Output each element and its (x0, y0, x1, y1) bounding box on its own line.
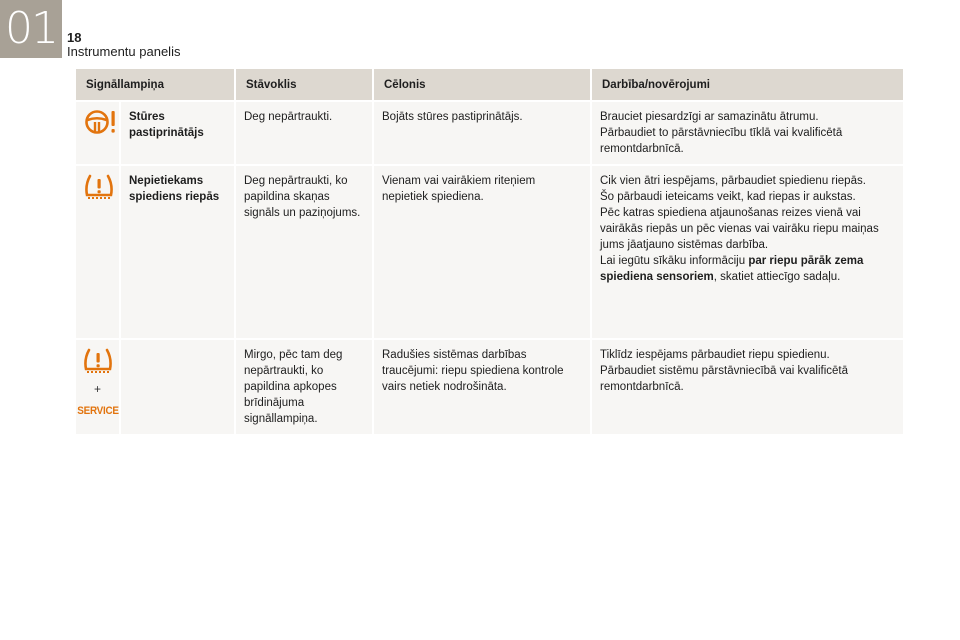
section-title: Instrumentu panelis (67, 44, 181, 59)
cause-cell: Radušies sistēmas darbības traucējumi: riepu spiediena kontrole vairs netiek nodrošināta. (374, 338, 592, 434)
cause-cell: Bojāts stūres pastiprinātājs. (374, 100, 592, 164)
action-cell (592, 338, 903, 434)
state-cell: Deg nepārtraukti. (236, 100, 374, 164)
signal-name: Stūres pastiprinātājs (121, 100, 236, 164)
action-line: Pārbaudiet to pārstāvniecību tīklā vai kvalificētā remontdarbnīcā. (600, 127, 843, 155)
action-info-suffix: , skatiet attiecīgo sadaļu. (713, 271, 841, 283)
page-number: 18 (67, 30, 82, 45)
column-header-cause: Cēlonis (374, 69, 592, 100)
warning-lights-table (76, 69, 903, 434)
action-info-prefix: Lai iegūtu sīkāku informāciju (600, 255, 749, 267)
tyre-pressure-warning-icon (83, 347, 113, 379)
signal-name: Nepietiekams spiediens riepās (121, 164, 236, 338)
icon-cell (76, 338, 121, 434)
table-row (76, 164, 903, 338)
action-line: Tiklīdz iespējams pārbaudiet riepu spiedienu. (600, 349, 830, 361)
table-header-row (76, 69, 903, 100)
signal-name-empty (121, 338, 236, 434)
action-cell (592, 164, 903, 338)
state-cell: Mirgo, pēc tam deg nepārtraukti, ko papildina apkopes brīdinājuma signāllampiņa. (236, 338, 374, 434)
column-header-action: Darbība/novērojumi (592, 69, 903, 100)
icon-cell (76, 164, 121, 338)
plus-sign: + (93, 382, 101, 396)
table-row (76, 100, 903, 164)
action-cell (592, 100, 903, 164)
action-line: Pārbaudiet sistēmu pārstāvniecībā vai kvalificētā remontdarbnīcā. (600, 365, 849, 393)
cause-cell: Vienam vai vairākiem riteņiem nepietiek spiediena. (374, 164, 592, 338)
column-header-state: Stāvoklis (236, 69, 374, 100)
table-row (76, 338, 903, 434)
action-line: Cik vien ātri iespējams, pārbaudiet spiedienu riepās. (600, 175, 866, 187)
steering-wheel-warning-icon (84, 109, 118, 135)
icon-cell (76, 100, 121, 164)
tyre-pressure-warning-icon (84, 173, 114, 205)
icon-group (76, 347, 119, 419)
service-warning-icon: SERVICE (76, 405, 119, 417)
action-line: Pēc katras spiediena atjaunošanas reizes vienā vai vairākās riepās un pēc vienas vai vairāku riepu maiņas jums jāatjauno sistēmas darbība. (600, 207, 879, 251)
action-line: Brauciet piesardzīgi ar samazinātu ātrumu. (600, 111, 819, 123)
state-cell: Deg nepārtraukti, ko papildina skaņas signāls un paziņojums. (236, 164, 374, 338)
action-line: Šo pārbaudi ieteicams veikt, kad riepas ir aukstas. (600, 191, 856, 203)
chapter-tab (0, 0, 62, 58)
action-info-bold: par riepu pārāk zema spiediena sensoriem (600, 255, 864, 283)
action-info (600, 253, 895, 285)
column-header-signal: Signāllampiņa (76, 69, 236, 100)
chapter-number: 01 (5, 3, 57, 54)
